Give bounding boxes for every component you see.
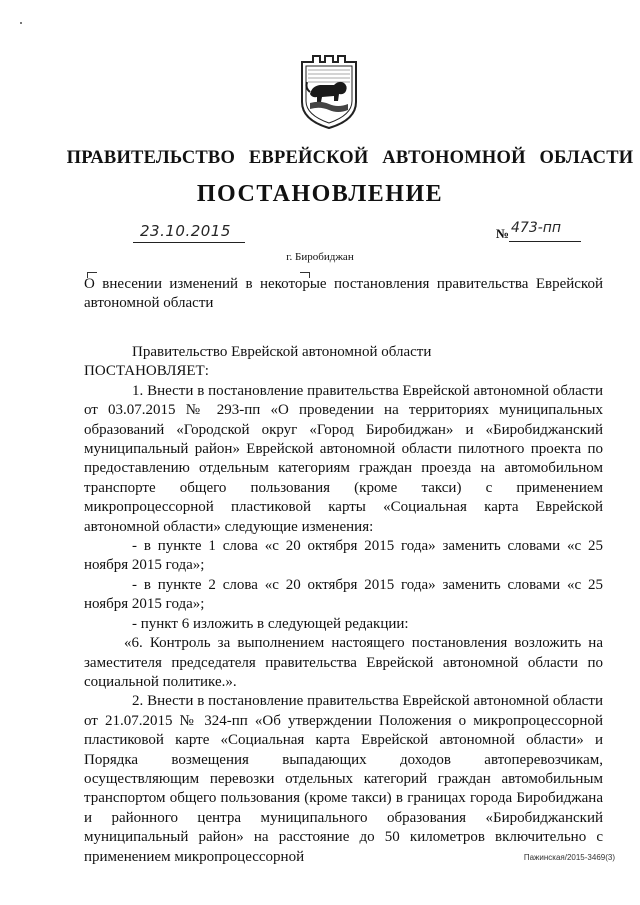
city-name: г. Биробиджан [286, 251, 354, 263]
decree-statement: ПОСТАНОВЛЯЕТ: [84, 363, 209, 380]
paragraph: - пункт 6 изложить в следующей редакции: [132, 615, 409, 632]
paragraph: - в пункте 2 слова «с 20 октября 2015 года» заменить словами «с 25 ноября 2015 года»; [84, 576, 603, 613]
paragraph: 1. Внести в постановление правительства Еврейской автономной области от 03.07.2015 № 293-пп «О проведении на территориях муниципальных образований «Городской округ «Город Биробиджан» и «Биробиджанский муниципальный район» Еврейской автономной области пилотного проекта по предоставлению отдельным категориям граждан проезда на автомобильном транспорте общего пользования (кроме такси) с применением микропроцессорной пластиковой карты «Социальная карта Еврейской автономной области» следующие изменения: [84, 382, 603, 535]
decree-number: 473-пп [511, 220, 562, 236]
document-code: Пажинская/2015-3469(3) [523, 853, 615, 862]
subject-heading: О внесении изменений в некоторые постановления правительства Еврейской автономной области [84, 276, 603, 311]
paragraph: «6. Контроль за выполнением настоящего постановления возложить на заместителя председателя правительства Еврейской автономной области по социальной политике.». [84, 635, 603, 690]
coat-of-arms-emblem [296, 54, 362, 130]
number-label: № [496, 226, 510, 241]
date-underline [133, 242, 245, 243]
paragraph: 2. Внести в постановление правительства Еврейской автономной области от 21.07.2015 № 324-пп «Об утверждении Положения о микропроцессорной пластиковой карте «Социальная карта Еврейской автономной области» и Порядка возмещения выпадающих доходов автоперевозчикам, осуществляющим перевозки отдельных категорий граждан автомобильным транспортом общего пользования (кроме такси) в границах города Биробиджана и районного центра муниципального образования «Биробиджанский муниципальный район» на расстояние до 50 километров включительно с применением микропроцессорной [84, 693, 603, 865]
government-title: ПРАВИТЕЛЬСТВО ЕВРЕЙСКОЙ АВТОНОМНОЙ ОБЛАСТИ [66, 148, 634, 168]
paragraph: - в пункте 1 слова «с 20 октября 2015 года» заменить словами «с 25 ноября 2015 года»; [84, 538, 603, 574]
document-type: ПОСТАНОВЛЕНИЕ [196, 181, 444, 207]
document-body [84, 343, 603, 867]
scan-speck [20, 22, 22, 24]
decree-date: 23.10.2015 [140, 222, 231, 240]
preamble: Правительство Еврейской автономной области [132, 344, 432, 360]
number-underline [509, 241, 581, 242]
